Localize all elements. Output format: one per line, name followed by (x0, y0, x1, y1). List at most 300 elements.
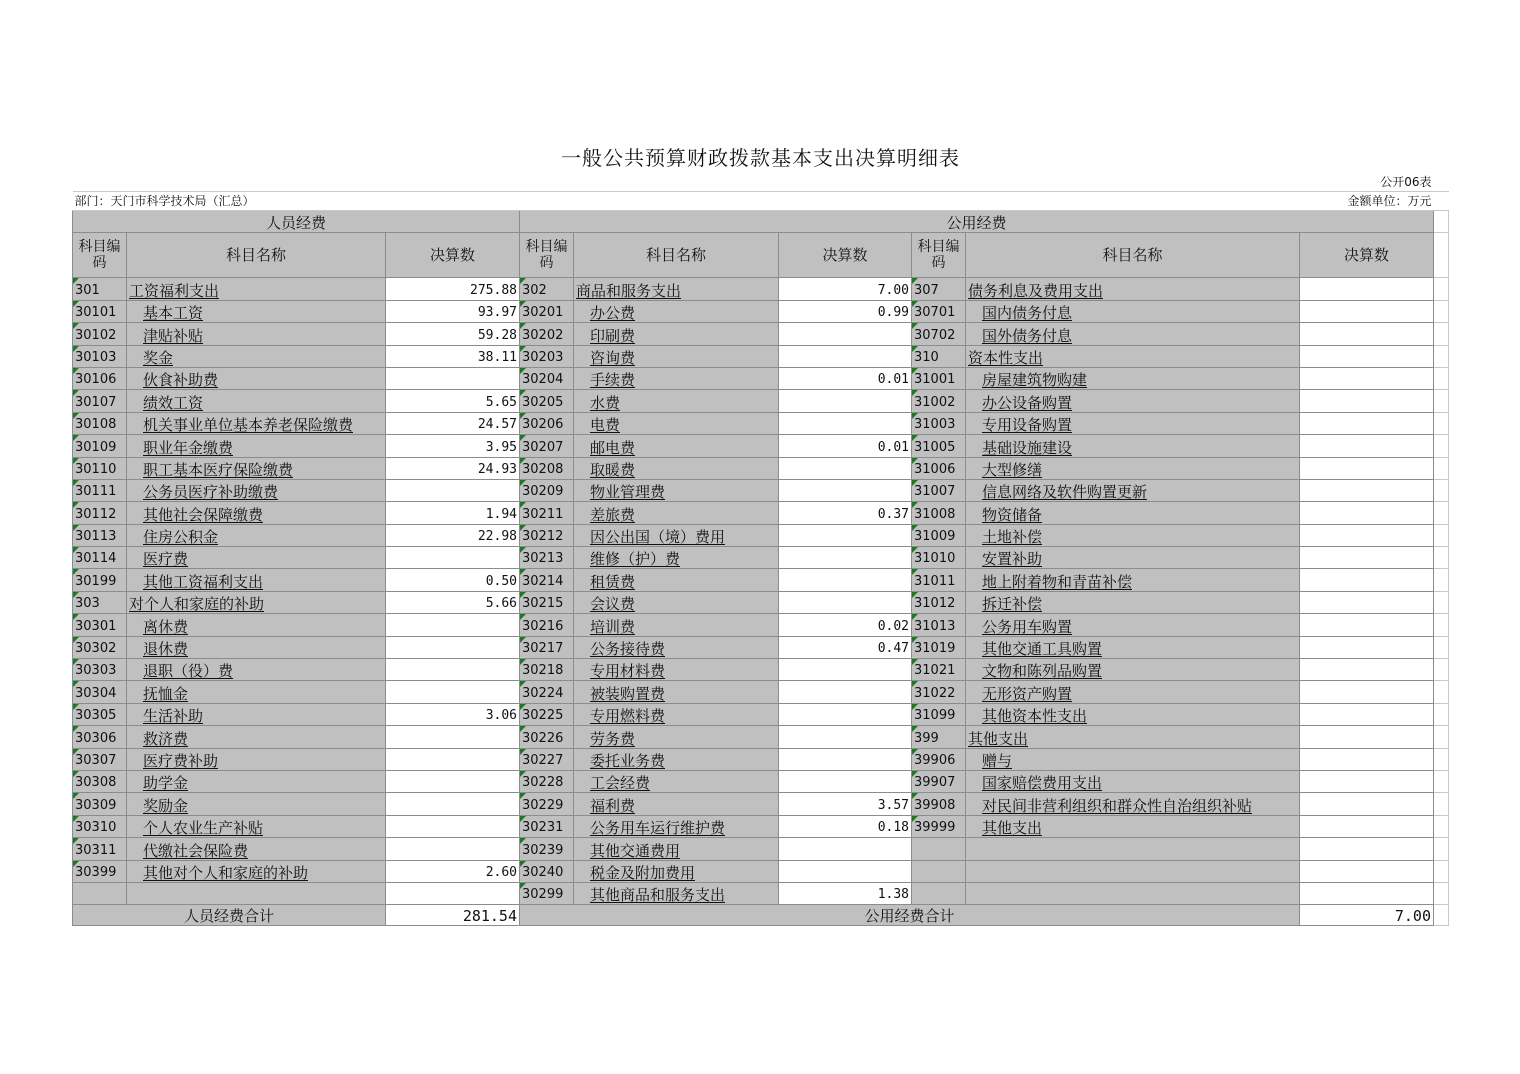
subject-name: 水费 (574, 390, 779, 412)
subject-name (966, 838, 1300, 860)
subject-amount: 1.38 (779, 882, 912, 904)
subject-amount (779, 838, 912, 860)
subject-amount (1300, 412, 1434, 434)
subject-amount: 0.50 (386, 569, 520, 591)
subject-amount (779, 591, 912, 613)
subject-amount (779, 726, 912, 748)
subject-code: 30114 (73, 547, 127, 569)
subject-name: 取暖费 (574, 457, 779, 479)
spacer-cell (1434, 323, 1449, 345)
subject-name: 赠与 (966, 748, 1300, 770)
subject-name: 奖金 (127, 345, 386, 367)
subject-code: 30224 (520, 681, 574, 703)
subject-amount: 59.28 (386, 323, 520, 345)
subject-name: 个人农业生产补贴 (127, 815, 386, 837)
subject-amount: 22.98 (386, 524, 520, 546)
spacer-cell (1434, 300, 1449, 322)
expenditure-detail-table (72, 143, 1449, 926)
subject-code: 31007 (912, 479, 966, 501)
header-code: 科目编码 (73, 233, 127, 278)
subject-amount (386, 479, 520, 501)
subject-code: 30299 (520, 882, 574, 904)
spacer-cell (1434, 390, 1449, 412)
subject-amount (779, 524, 912, 546)
subject-code: 30240 (520, 860, 574, 882)
subject-amount (1300, 882, 1434, 904)
subject-code: 30111 (73, 479, 127, 501)
subject-name: 公务接待费 (574, 636, 779, 658)
subject-amount (1300, 323, 1434, 345)
subject-code: 30103 (73, 345, 127, 367)
table-row (73, 390, 1449, 412)
subject-name: 退职（役）费 (127, 659, 386, 681)
subject-name: 绩效工资 (127, 390, 386, 412)
subject-name: 抚恤金 (127, 681, 386, 703)
personnel-total-label: 人员经费合计 (73, 905, 386, 926)
subject-code: 30309 (73, 793, 127, 815)
table-row (73, 793, 1449, 815)
subject-code: 30101 (73, 300, 127, 322)
header-code: 科目编码 (520, 233, 574, 278)
subject-code: 30106 (73, 367, 127, 389)
subject-name: 国家赔偿费用支出 (966, 770, 1300, 792)
subject-name: 其他对个人和家庭的补助 (127, 860, 386, 882)
subject-code (912, 860, 966, 882)
subject-amount: 5.65 (386, 390, 520, 412)
table-row (73, 457, 1449, 479)
subject-amount (1300, 770, 1434, 792)
subject-name: 委托业务费 (574, 748, 779, 770)
table-row (73, 502, 1449, 524)
header-amount: 决算数 (386, 233, 520, 278)
subject-amount (386, 838, 520, 860)
spacer-cell (1434, 457, 1449, 479)
subject-name: 国内债务付息 (966, 300, 1300, 322)
subject-code: 39908 (912, 793, 966, 815)
spacer-cell (1434, 547, 1449, 569)
subject-name: 助学金 (127, 770, 386, 792)
subject-amount (779, 479, 912, 501)
subject-code: 30199 (73, 569, 127, 591)
subject-amount (779, 390, 912, 412)
spacer-cell (1434, 636, 1449, 658)
subject-name: 其他支出 (966, 815, 1300, 837)
subject-name: 拆迁补偿 (966, 591, 1300, 613)
subject-name: 伙食补助费 (127, 367, 386, 389)
subject-code: 302 (520, 278, 574, 300)
subject-amount: 0.02 (779, 614, 912, 636)
table-row (73, 748, 1449, 770)
spacer-cell (1434, 412, 1449, 434)
subject-name (966, 860, 1300, 882)
table-row (73, 838, 1449, 860)
subject-name: 工资福利支出 (127, 278, 386, 300)
subject-amount (1300, 435, 1434, 457)
subject-name: 地上附着物和青苗补偿 (966, 569, 1300, 591)
subject-code: 30216 (520, 614, 574, 636)
subject-code: 30208 (520, 457, 574, 479)
spacer-cell (1434, 748, 1449, 770)
subject-code: 30204 (520, 367, 574, 389)
table-row (73, 681, 1449, 703)
subject-code: 30213 (520, 547, 574, 569)
subject-amount (779, 770, 912, 792)
subject-amount (386, 659, 520, 681)
spacer-cell (1434, 345, 1449, 367)
subject-name: 咨询费 (574, 345, 779, 367)
subject-name: 对个人和家庭的补助 (127, 591, 386, 613)
subject-name: 物业管理费 (574, 479, 779, 501)
subject-name (966, 882, 1300, 904)
subject-amount: 0.18 (779, 815, 912, 837)
subject-name: 资本性支出 (966, 345, 1300, 367)
subject-name: 其他社会保障缴费 (127, 502, 386, 524)
subject-name: 救济费 (127, 726, 386, 748)
header-code: 科目编码 (912, 233, 966, 278)
subject-code: 30225 (520, 703, 574, 725)
subject-amount: 38.11 (386, 345, 520, 367)
subject-code: 30212 (520, 524, 574, 546)
subject-amount (386, 614, 520, 636)
subject-code: 31001 (912, 367, 966, 389)
subject-amount (386, 681, 520, 703)
subject-amount (386, 726, 520, 748)
subject-code: 30227 (520, 748, 574, 770)
subject-name: 国外债务付息 (966, 323, 1300, 345)
subject-code: 30207 (520, 435, 574, 457)
header-amount: 决算数 (1300, 233, 1434, 278)
subject-name: 专用设备购置 (966, 412, 1300, 434)
table-row (73, 412, 1449, 434)
subject-amount (779, 703, 912, 725)
subject-name: 被装购置费 (574, 681, 779, 703)
subject-name: 医疗费 (127, 547, 386, 569)
subject-amount: 24.57 (386, 412, 520, 434)
table-row (73, 367, 1449, 389)
subject-name: 无形资产购置 (966, 681, 1300, 703)
unit-label: 金额单位：万元 (779, 192, 1434, 211)
spacer-cell (1434, 838, 1449, 860)
personnel-total-value: 281.54 (386, 905, 520, 926)
subject-code: 30112 (73, 502, 127, 524)
subject-amount (779, 681, 912, 703)
subject-code: 30307 (73, 748, 127, 770)
spacer-cell (1434, 435, 1449, 457)
table-row (73, 726, 1449, 748)
header-name: 科目名称 (127, 233, 386, 278)
table-row (73, 591, 1449, 613)
subject-amount (1300, 726, 1434, 748)
subject-amount (386, 815, 520, 837)
header-name: 科目名称 (574, 233, 779, 278)
subject-amount: 0.99 (779, 300, 912, 322)
header-name: 科目名称 (966, 233, 1300, 278)
subject-amount (1300, 614, 1434, 636)
section-personnel: 人员经费 (73, 211, 520, 233)
subject-code: 30215 (520, 591, 574, 613)
spacer-cell (1434, 860, 1449, 882)
subject-name: 差旅费 (574, 502, 779, 524)
subject-amount (779, 345, 912, 367)
subject-name: 机关事业单位基本养老保险缴费 (127, 412, 386, 434)
subject-name: 印刷费 (574, 323, 779, 345)
subject-code: 30231 (520, 815, 574, 837)
subject-code: 303 (73, 591, 127, 613)
subject-amount (1300, 569, 1434, 591)
subject-code: 31019 (912, 636, 966, 658)
subject-code: 30229 (520, 793, 574, 815)
subject-name: 债务利息及费用支出 (966, 278, 1300, 300)
subject-amount (1300, 703, 1434, 725)
subject-code: 39999 (912, 815, 966, 837)
table-row (73, 659, 1449, 681)
subject-amount (1300, 479, 1434, 501)
spacer-cell (1434, 681, 1449, 703)
subject-amount: 7.00 (779, 278, 912, 300)
department-label: 部门：天门市科学技术局（汇总） (73, 192, 779, 211)
subject-amount (1300, 390, 1434, 412)
subject-amount: 93.97 (386, 300, 520, 322)
subject-code: 30211 (520, 502, 574, 524)
table-row (73, 569, 1449, 591)
subject-code: 30304 (73, 681, 127, 703)
table-row (73, 882, 1449, 904)
subject-code: 30201 (520, 300, 574, 322)
budget-sheet (72, 143, 1448, 926)
subject-name: 工会经费 (574, 770, 779, 792)
subject-code: 30301 (73, 614, 127, 636)
subject-name: 办公费 (574, 300, 779, 322)
subject-amount (1300, 815, 1434, 837)
subject-amount (1300, 793, 1434, 815)
subject-name: 基础设施建设 (966, 435, 1300, 457)
subject-amount (1300, 457, 1434, 479)
subject-name: 生活补助 (127, 703, 386, 725)
subject-amount (1300, 524, 1434, 546)
subject-name: 安置补助 (966, 547, 1300, 569)
subject-name: 医疗费补助 (127, 748, 386, 770)
spacer-cell (1434, 367, 1449, 389)
subject-name: 奖励金 (127, 793, 386, 815)
subject-code (912, 838, 966, 860)
subject-name: 房屋建筑物购建 (966, 367, 1300, 389)
subject-code: 31099 (912, 703, 966, 725)
table-row (73, 435, 1449, 457)
spacer-cell (1434, 591, 1449, 613)
table-row (73, 547, 1449, 569)
subject-amount (779, 748, 912, 770)
subject-amount (386, 636, 520, 658)
subject-name: 因公出国（境）费用 (574, 524, 779, 546)
table-row (73, 278, 1449, 300)
subject-amount (1300, 860, 1434, 882)
subject-name: 退休费 (127, 636, 386, 658)
subject-code: 30308 (73, 770, 127, 792)
spacer-cell (1434, 502, 1449, 524)
subject-name: 土地补偿 (966, 524, 1300, 546)
subject-amount: 5.66 (386, 591, 520, 613)
subject-amount: 1.94 (386, 502, 520, 524)
subject-name: 信息网络及软件购置更新 (966, 479, 1300, 501)
subject-code: 399 (912, 726, 966, 748)
subject-name: 税金及附加费用 (574, 860, 779, 882)
subject-code (73, 882, 127, 904)
subject-code: 30203 (520, 345, 574, 367)
subject-name: 物资储备 (966, 502, 1300, 524)
subject-code: 30209 (520, 479, 574, 501)
subject-code: 30310 (73, 815, 127, 837)
subject-code: 31012 (912, 591, 966, 613)
subject-name: 公务用车购置 (966, 614, 1300, 636)
subject-name: 其他资本性支出 (966, 703, 1300, 725)
subject-code: 30110 (73, 457, 127, 479)
subject-code: 30107 (73, 390, 127, 412)
subject-name: 专用材料费 (574, 659, 779, 681)
subject-name: 租赁费 (574, 569, 779, 591)
table-row (73, 524, 1449, 546)
subject-name: 基本工资 (127, 300, 386, 322)
subject-amount (386, 770, 520, 792)
subject-name: 维修（护）费 (574, 547, 779, 569)
spacer-cell (1434, 703, 1449, 725)
subject-code: 39906 (912, 748, 966, 770)
subject-name: 其他交通工具购置 (966, 636, 1300, 658)
subject-amount (386, 748, 520, 770)
subject-amount (1300, 659, 1434, 681)
subject-amount: 3.06 (386, 703, 520, 725)
subject-amount: 275.88 (386, 278, 520, 300)
subject-name: 文物和陈列品购置 (966, 659, 1300, 681)
subject-name: 福利费 (574, 793, 779, 815)
subject-amount (386, 793, 520, 815)
subject-code: 31003 (912, 412, 966, 434)
subject-code: 30206 (520, 412, 574, 434)
subject-amount (779, 547, 912, 569)
subject-code: 30306 (73, 726, 127, 748)
subject-amount: 3.57 (779, 793, 912, 815)
subject-amount (1300, 547, 1434, 569)
table-row (73, 815, 1449, 837)
subject-amount (1300, 367, 1434, 389)
public-total-label: 公用经费合计 (520, 905, 1300, 926)
subject-code: 30102 (73, 323, 127, 345)
subject-name: 培训费 (574, 614, 779, 636)
subject-code: 30109 (73, 435, 127, 457)
table-row (73, 703, 1449, 725)
subject-amount (779, 323, 912, 345)
subject-code: 30701 (912, 300, 966, 322)
subject-amount (779, 659, 912, 681)
subject-name: 其他交通费用 (574, 838, 779, 860)
table-row (73, 323, 1449, 345)
subject-name: 职工基本医疗保险缴费 (127, 457, 386, 479)
subject-name: 大型修缮 (966, 457, 1300, 479)
public-total-value: 7.00 (1300, 905, 1434, 926)
subject-code: 30205 (520, 390, 574, 412)
subject-name: 津贴补贴 (127, 323, 386, 345)
subject-code: 31013 (912, 614, 966, 636)
subject-name: 会议费 (574, 591, 779, 613)
subject-amount (779, 457, 912, 479)
table-body (73, 278, 1449, 905)
subject-amount (1300, 748, 1434, 770)
spacer-cell (1434, 659, 1449, 681)
table-row (73, 770, 1449, 792)
spacer-cell (1434, 882, 1449, 904)
subject-code: 31005 (912, 435, 966, 457)
subject-amount (779, 412, 912, 434)
subject-name: 电费 (574, 412, 779, 434)
subject-name: 商品和服务支出 (574, 278, 779, 300)
subject-name: 公务用车运行维护费 (574, 815, 779, 837)
subject-amount (1300, 345, 1434, 367)
subject-name: 其他商品和服务支出 (574, 882, 779, 904)
subject-code: 31022 (912, 681, 966, 703)
table-row (73, 300, 1449, 322)
subject-code: 301 (73, 278, 127, 300)
subject-amount (386, 882, 520, 904)
subject-code: 30228 (520, 770, 574, 792)
subject-name: 邮电费 (574, 435, 779, 457)
subject-code: 30108 (73, 412, 127, 434)
subject-amount: 0.47 (779, 636, 912, 658)
spacer-cell (1434, 614, 1449, 636)
subject-amount: 24.93 (386, 457, 520, 479)
subject-code: 31002 (912, 390, 966, 412)
subject-amount (1300, 681, 1434, 703)
subject-code: 30702 (912, 323, 966, 345)
subject-amount (386, 367, 520, 389)
subject-name (127, 882, 386, 904)
spacer-cell (1434, 793, 1449, 815)
subject-name: 手续费 (574, 367, 779, 389)
table-number: 公开06表 (73, 173, 1434, 192)
page-title: 一般公共预算财政拨款基本支出决算明细表 (561, 146, 961, 170)
subject-amount: 0.01 (779, 435, 912, 457)
subject-name: 公务员医疗补助缴费 (127, 479, 386, 501)
spacer-cell (1434, 770, 1449, 792)
subject-name: 代缴社会保险费 (127, 838, 386, 860)
subject-code: 31006 (912, 457, 966, 479)
subject-amount (1300, 300, 1434, 322)
table-row (73, 479, 1449, 501)
table-row (73, 614, 1449, 636)
subject-code: 39907 (912, 770, 966, 792)
subject-code: 31010 (912, 547, 966, 569)
subject-code: 30214 (520, 569, 574, 591)
subject-amount: 0.01 (779, 367, 912, 389)
subject-amount (1300, 502, 1434, 524)
subject-code: 30217 (520, 636, 574, 658)
table-row (73, 860, 1449, 882)
subject-code: 310 (912, 345, 966, 367)
subject-name: 职业年金缴费 (127, 435, 386, 457)
subject-code: 31008 (912, 502, 966, 524)
subject-name: 专用燃料费 (574, 703, 779, 725)
subject-code (912, 882, 966, 904)
subject-code: 30399 (73, 860, 127, 882)
subject-amount: 0.37 (779, 502, 912, 524)
subject-code: 31009 (912, 524, 966, 546)
spacer-cell (1434, 278, 1449, 300)
subject-code: 30305 (73, 703, 127, 725)
subject-name: 住房公积金 (127, 524, 386, 546)
header-amount: 决算数 (779, 233, 912, 278)
subject-amount (779, 860, 912, 882)
subject-name: 离休费 (127, 614, 386, 636)
subject-amount: 3.95 (386, 435, 520, 457)
subject-code: 30239 (520, 838, 574, 860)
